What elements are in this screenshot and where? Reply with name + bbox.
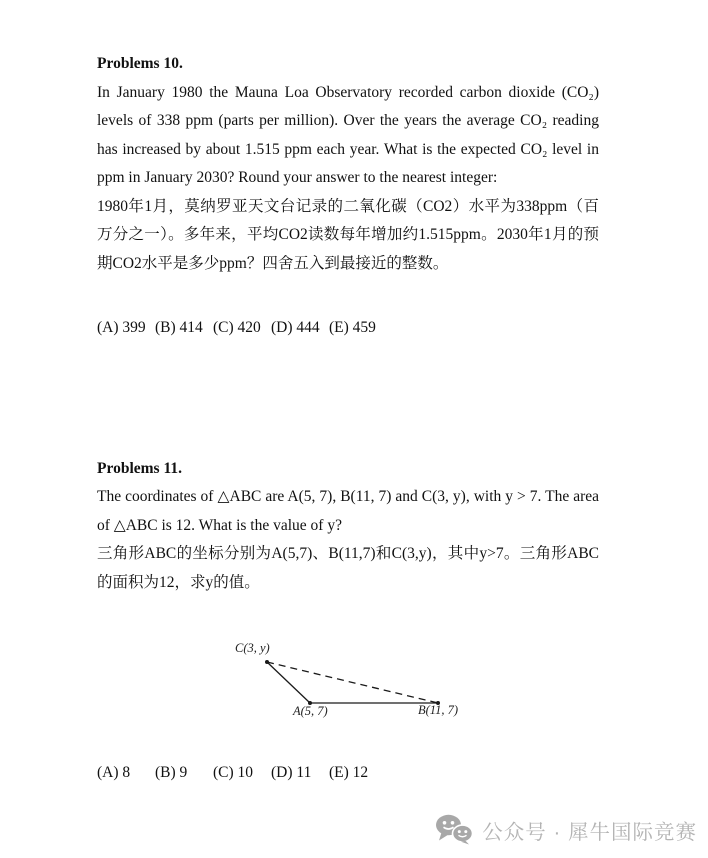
problem-11-title: Problems 11.: [97, 459, 182, 477]
problem-10-title: Problems 10.: [97, 55, 183, 72]
problem-11-option-a: (A) 8: [97, 764, 131, 781]
problem-10-chinese-text: 1980年1月，莫纳罗亚天文台记录的二氧化碳（CO2）水平为338ppm（百万分之一）。多年来，平均CO2读数每年增加约1.515ppm。2030年1月的预期CO2水平是多少ppm？四舍五入到最接近的整数。: [97, 197, 599, 272]
side-CB-dashed: [267, 662, 438, 703]
problem-10-option-e: (E) 459: [329, 319, 376, 336]
vertex-c-dot: [265, 660, 269, 664]
vertex-c-label: C(3, y): [235, 641, 270, 655]
side-CA: [267, 662, 310, 703]
problem-11-option-b: (B) 9: [155, 764, 188, 781]
vertex-a-label: A(5, 7): [293, 704, 328, 718]
problem-11-option-e: (E) 12: [329, 764, 369, 781]
problem-10-option-c: (C) 420: [213, 319, 261, 336]
watermark-text: 公众号 · 犀牛国际竞赛: [482, 820, 697, 844]
wechat-icon: [435, 814, 473, 845]
problem-11-chinese-text: 三角形ABC的坐标分别为A(5,7)、B(11,7)和C(3,y)，其中y>7。三角形ABC的面积为12，求y的值。: [97, 545, 599, 591]
problem-10-option-a: (A) 399: [97, 319, 146, 336]
problem-11-english-text: The coordinates of △ABC are A(5, 7), B(11, 7) and C(3, y), with y > 7. The area of △ABC is 12. What is the value of y?: [97, 488, 599, 534]
triangle-diagram: [223, 637, 485, 719]
document-content: [97, 50, 599, 788]
problem-11-option-c: (C) 10: [213, 764, 254, 781]
problem-10-option-b: (B) 414: [155, 319, 203, 336]
problem-10-option-d: (D) 444: [271, 319, 320, 336]
watermark: [435, 814, 697, 845]
problem-10-english-text: In January 1980 the Mauna Loa Observatory recorded carbon dioxide (CO₂) levels of 338 ppm (parts per million). Over the years the average CO₂ reading has increased by about 1.515 ppm each year. What is the expected CO₂ level in ppm in January 2030? Round your answer to the nearest integer:: [97, 83, 599, 186]
problem-11-options: [97, 759, 599, 788]
vertex-b-label: B(11, 7): [418, 703, 459, 717]
problem-10-options: [97, 314, 599, 343]
problem-11-option-d: (D) 11: [271, 764, 312, 781]
